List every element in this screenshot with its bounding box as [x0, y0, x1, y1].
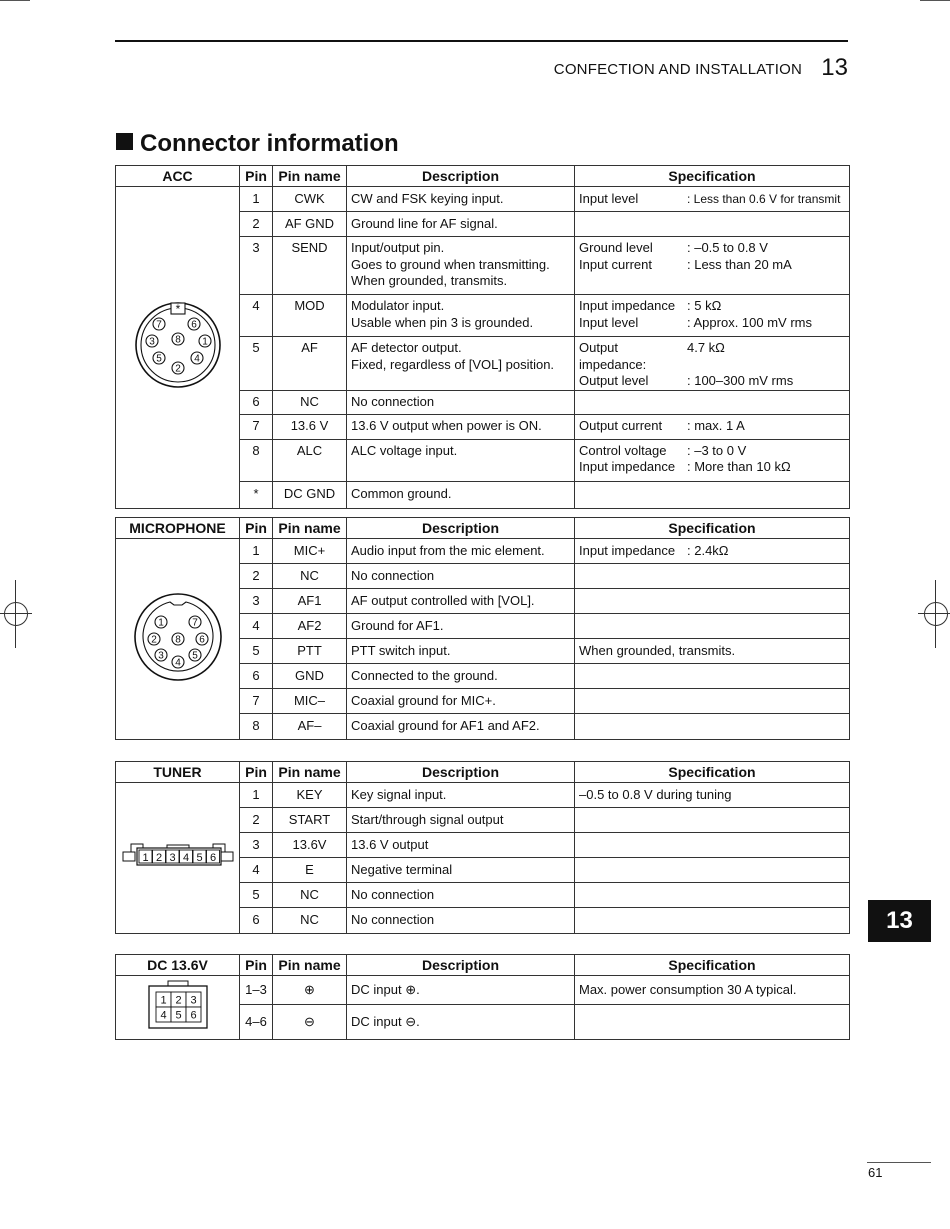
pin-name-header: Pin name — [273, 955, 347, 976]
pin-number: 5 — [240, 639, 273, 664]
pin-8-icon — [172, 333, 184, 346]
description-line: Modulator input. — [351, 298, 445, 313]
pin-3-icon — [146, 335, 158, 348]
pin-specification — [575, 589, 850, 614]
chapter-tab: 13 — [868, 900, 931, 942]
pin-specification — [575, 883, 850, 908]
svg-text:5: 5 — [195, 851, 203, 864]
pin-specification — [575, 439, 850, 481]
description-line: Coaxial ground for AF1 and AF2. — [351, 718, 540, 734]
spec-value: : Less than 0.6 V for transmit — [687, 191, 841, 206]
pin-specification — [575, 337, 850, 391]
pin-description — [347, 337, 575, 391]
spec-key: Output current — [579, 418, 663, 434]
description-line: Key signal input. — [351, 786, 447, 802]
pin-specification — [575, 908, 850, 934]
acc-connector-diagram — [116, 187, 240, 509]
spec-value: : Less than 20 mA — [687, 256, 792, 272]
pin-header: Pin — [240, 166, 273, 187]
spec-value: : max. 1 A — [687, 418, 745, 434]
pin-number: * — [240, 481, 273, 508]
spec-key: Input current — [579, 256, 652, 272]
pin-name-header: Pin name — [273, 166, 347, 187]
spec-value: : Approx. 100 mV rms — [687, 314, 812, 330]
chapter-number: 13 — [821, 54, 848, 81]
pin-description — [347, 212, 575, 237]
connector-title: ACC — [116, 166, 240, 187]
description-line: Fixed, regardless of [VOL] position. — [351, 356, 555, 372]
description-line: Coaxial ground for MIC+. — [351, 692, 496, 708]
pin-specification — [575, 808, 850, 833]
spec-line — [579, 459, 845, 476]
spec-line — [579, 340, 845, 373]
spec-text: –0.5 to 0.8 V during tuning — [579, 786, 732, 802]
pin-6-icon — [196, 633, 208, 646]
pin-description — [347, 783, 575, 808]
crop-mark — [920, 0, 950, 1]
description-line: AF detector output. — [351, 340, 462, 355]
pin-6-icon — [206, 850, 219, 864]
pin-4-icon — [172, 656, 184, 669]
pin-specification — [575, 614, 850, 639]
spec-value: : 2.4kΩ — [687, 542, 729, 558]
svg-text:1: 1 — [157, 617, 164, 629]
table-row — [116, 539, 850, 564]
section-title-text: Connector information — [140, 130, 399, 157]
description-line: ALC voltage input. — [351, 442, 458, 458]
pin-name: NC — [273, 908, 347, 934]
page-number: 61 — [868, 1165, 883, 1180]
description-line: No connection — [351, 886, 435, 902]
pin-number: 2 — [240, 564, 273, 589]
pin-specification — [575, 783, 850, 808]
svg-text:2: 2 — [150, 634, 157, 646]
description-line: Negative terminal — [351, 861, 453, 877]
description-line: Ground line for AF signal. — [351, 215, 498, 231]
pin-name: AF2 — [273, 614, 347, 639]
svg-text:2: 2 — [174, 994, 182, 1007]
pin-number: 1–3 — [240, 976, 273, 1005]
pin-description — [347, 908, 575, 934]
pin-specification — [575, 564, 850, 589]
microphone-table — [115, 517, 850, 740]
pin-number: 3 — [240, 237, 273, 295]
pin-number: 5 — [240, 883, 273, 908]
table-row — [116, 187, 850, 212]
pin-name: AF– — [273, 714, 347, 740]
spec-value: : –0.5 to 0.8 V — [687, 240, 768, 255]
pin-name: CWK — [273, 187, 347, 212]
pin-header: Pin — [240, 518, 273, 539]
pin-2-icon — [148, 633, 160, 646]
pin-description — [347, 390, 575, 414]
pin-number: 4 — [240, 614, 273, 639]
pin-name: MOD — [273, 295, 347, 337]
pin-name: AF1 — [273, 589, 347, 614]
pin-number: 6 — [240, 664, 273, 689]
pin-name-header: Pin name — [273, 762, 347, 783]
registration-mark — [4, 602, 28, 626]
pin-4-icon — [191, 352, 203, 365]
pin-description — [347, 564, 575, 589]
pin-specification — [575, 390, 850, 414]
spec-key: Input level — [579, 190, 639, 206]
pin-number: 2 — [240, 212, 273, 237]
pin-6-icon — [186, 1007, 201, 1022]
pin-description — [347, 481, 575, 508]
pin-number: 7 — [240, 414, 273, 439]
pin-specification — [575, 414, 850, 439]
svg-text:3: 3 — [157, 650, 164, 662]
svg-text:5: 5 — [155, 353, 162, 365]
description-header: Description — [347, 166, 575, 187]
microphone-connector-diagram — [116, 539, 240, 740]
pin-description — [347, 295, 575, 337]
pin-number: 8 — [240, 439, 273, 481]
pin-number: 6 — [240, 908, 273, 934]
table-row — [116, 976, 850, 1005]
pin-1-icon — [139, 850, 152, 864]
acc-din-icon — [133, 300, 223, 390]
spec-line — [579, 443, 845, 460]
svg-text:3: 3 — [168, 851, 176, 864]
pin-name: DC GND — [273, 481, 347, 508]
spec-line — [579, 191, 845, 208]
pin-description — [347, 187, 575, 212]
spec-text: Max. power consumption 30 A typical. — [579, 981, 797, 997]
pin-number: 4 — [240, 858, 273, 883]
spec-line — [579, 315, 845, 332]
specification-header: Specification — [575, 955, 850, 976]
spec-key: Control voltage — [579, 442, 667, 458]
description-line: No connection — [351, 393, 435, 409]
pin-name: GND — [273, 664, 347, 689]
tuner-table — [115, 761, 850, 934]
pin-2-icon — [171, 992, 186, 1007]
pin-name: 13.6V — [273, 833, 347, 858]
pin-header: Pin — [240, 762, 273, 783]
spec-value: 4.7 kΩ — [687, 340, 725, 355]
specification-header: Specification — [575, 518, 850, 539]
svg-text:8: 8 — [174, 334, 181, 346]
svg-text:1: 1 — [201, 336, 208, 348]
pin-description — [347, 539, 575, 564]
table-row — [116, 783, 850, 808]
pin-name-header: Pin name — [273, 518, 347, 539]
pin-7-icon — [189, 616, 201, 629]
spec-value: : 100–300 mV rms — [687, 373, 794, 388]
pin-specification — [575, 664, 850, 689]
description-line: DC input ⊕. — [351, 981, 420, 997]
pin-description — [347, 639, 575, 664]
pin-name: START — [273, 808, 347, 833]
description-line: AF output controlled with [VOL]. — [351, 592, 535, 608]
pin-3-icon — [155, 649, 167, 662]
pin-number: 1 — [240, 187, 273, 212]
pin-name: PTT — [273, 639, 347, 664]
pin-description — [347, 858, 575, 883]
pin-number: 2 — [240, 808, 273, 833]
pin-description — [347, 883, 575, 908]
crop-mark — [0, 0, 30, 1]
svg-text:4: 4 — [193, 353, 200, 365]
dc-table — [115, 954, 850, 1040]
header-title: CONFECTION AND INSTALLATION — [553, 61, 802, 78]
pin-5-icon — [189, 649, 201, 662]
pin-description — [347, 237, 575, 295]
pin-description — [347, 1005, 575, 1040]
svg-text:1: 1 — [141, 851, 149, 864]
svg-text:1: 1 — [159, 994, 167, 1007]
pin-specification — [575, 187, 850, 212]
pin-specification — [575, 539, 850, 564]
description-header: Description — [347, 762, 575, 783]
description-line: PTT switch input. — [351, 642, 451, 658]
acc-table — [115, 165, 850, 509]
registration-mark — [924, 602, 948, 626]
pin-4-icon — [156, 1007, 171, 1022]
connector-title: DC 13.6V — [116, 955, 240, 976]
pin-name: NC — [273, 564, 347, 589]
spec-value: : 5 kΩ — [687, 298, 722, 313]
pin-specification — [575, 1005, 850, 1040]
pin-1-icon — [156, 992, 171, 1007]
tuner-connector-diagram — [116, 783, 240, 934]
spec-key: Input impedance — [579, 542, 676, 558]
spec-line — [579, 240, 845, 257]
pin-specification — [575, 481, 850, 508]
svg-text:5: 5 — [191, 650, 198, 662]
svg-text:6: 6 — [189, 1009, 197, 1022]
header-row — [116, 518, 850, 539]
pin-2-icon — [152, 850, 165, 864]
pin-4-icon — [179, 850, 192, 864]
svg-text:7: 7 — [155, 319, 162, 331]
description-line: When grounded, transmits. — [351, 273, 508, 288]
spec-key: Output impedance: — [579, 340, 647, 372]
spec-line — [579, 543, 845, 560]
description-line: Input/output pin. — [351, 240, 445, 255]
pin-name: NC — [273, 390, 347, 414]
pin-name: MIC– — [273, 689, 347, 714]
svg-text:6: 6 — [190, 319, 197, 331]
dc-connector-icon — [146, 979, 210, 1031]
pin-3-icon — [186, 992, 201, 1007]
description-line: Ground for AF1. — [351, 617, 444, 633]
description-line: 13.6 V output when power is ON. — [351, 418, 542, 434]
pin-description — [347, 833, 575, 858]
description-line: Goes to ground when transmitting. — [351, 256, 550, 272]
description-line: Audio input from the mic element. — [351, 542, 545, 558]
description-line: No connection — [351, 912, 435, 928]
svg-text:7: 7 — [191, 617, 198, 629]
pin-5-icon — [171, 1007, 186, 1022]
spec-key: Input impedance — [579, 459, 676, 474]
pin-5-icon — [193, 850, 206, 864]
svg-text:4: 4 — [159, 1009, 167, 1022]
pin-header: Pin — [240, 955, 273, 976]
description-header: Description — [347, 518, 575, 539]
pin-specification — [575, 237, 850, 295]
pin-name: AF — [273, 337, 347, 391]
microphone-connector-icon — [132, 591, 224, 683]
pin-number: 4–6 — [240, 1005, 273, 1040]
pin-number: 5 — [240, 337, 273, 391]
pin-5-icon — [153, 352, 165, 365]
pin-number: 1 — [240, 783, 273, 808]
description-line: Usable when pin 3 is grounded. — [351, 314, 534, 330]
pin-number: 1 — [240, 539, 273, 564]
description-line: Start/through signal output — [351, 811, 504, 827]
key-marker: * — [175, 302, 180, 316]
description-line: Common ground. — [351, 486, 452, 502]
dc-connector-diagram — [116, 976, 240, 1040]
header-row — [116, 955, 850, 976]
pin-description — [347, 689, 575, 714]
pin-description — [347, 808, 575, 833]
pin-number: 6 — [240, 390, 273, 414]
pin-name: SEND — [273, 237, 347, 295]
svg-text:6: 6 — [209, 851, 216, 864]
pin-specification — [575, 212, 850, 237]
pin-number: 8 — [240, 714, 273, 740]
connector-title: MICROPHONE — [116, 518, 240, 539]
pin-name: AF GND — [273, 212, 347, 237]
pin-description — [347, 664, 575, 689]
spec-line — [579, 257, 845, 274]
pin-description — [347, 589, 575, 614]
connector-title: TUNER — [116, 762, 240, 783]
pin-description — [347, 614, 575, 639]
pin-name: ⊕ — [273, 976, 347, 1005]
spec-value: : More than 10 kΩ — [687, 459, 791, 474]
section-title — [116, 130, 399, 158]
svg-text:4: 4 — [182, 851, 189, 864]
spec-value: : –3 to 0 V — [687, 442, 747, 458]
tuner-connector-icon — [121, 840, 235, 872]
spec-key: Input level — [579, 314, 639, 330]
footer-rule — [867, 1162, 931, 1163]
pin-description — [347, 976, 575, 1005]
pin-name: MIC+ — [273, 539, 347, 564]
spec-text: When grounded, transmits. — [579, 642, 736, 658]
pin-name: KEY — [273, 783, 347, 808]
spec-line — [579, 298, 845, 315]
pin-1-icon — [199, 335, 211, 348]
pin-1-icon — [155, 616, 167, 629]
svg-text:3: 3 — [189, 994, 197, 1007]
pin-description — [347, 414, 575, 439]
svg-text:8: 8 — [174, 634, 181, 646]
description-line: DC input ⊖. — [351, 1013, 420, 1029]
pin-name: E — [273, 858, 347, 883]
spec-key: Output level — [579, 373, 649, 388]
pin-2-icon — [172, 362, 184, 375]
svg-text:2: 2 — [155, 851, 162, 864]
description-line: 13.6 V output — [351, 836, 429, 852]
header-row — [116, 762, 850, 783]
pin-7-icon — [153, 318, 165, 331]
description-line: No connection — [351, 567, 435, 583]
svg-text:6: 6 — [198, 634, 205, 646]
pin-specification — [575, 858, 850, 883]
pin-specification — [575, 976, 850, 1005]
pin-number: 3 — [240, 833, 273, 858]
pin-8-icon — [172, 633, 184, 646]
pin-specification — [575, 714, 850, 740]
pin-number: 7 — [240, 689, 273, 714]
pin-3-icon — [166, 850, 179, 864]
spec-line — [579, 418, 845, 435]
pin-name: ⊖ — [273, 1005, 347, 1040]
svg-text:2: 2 — [174, 363, 181, 375]
svg-text:3: 3 — [148, 336, 155, 348]
specification-header: Specification — [575, 762, 850, 783]
spec-key: Input impedance — [579, 298, 676, 313]
description-line: Connected to the ground. — [351, 667, 498, 683]
pin-specification — [575, 295, 850, 337]
svg-text:5: 5 — [174, 1009, 182, 1022]
pin-name: ALC — [273, 439, 347, 481]
header-row — [116, 166, 850, 187]
svg-text:4: 4 — [174, 657, 181, 669]
header-rule — [115, 40, 848, 42]
description-line: CW and FSK keying input. — [351, 190, 504, 206]
square-bullet-icon — [116, 133, 133, 150]
pin-description — [347, 439, 575, 481]
pin-number: 3 — [240, 589, 273, 614]
pin-name: NC — [273, 883, 347, 908]
specification-header: Specification — [575, 166, 850, 187]
pin-specification — [575, 639, 850, 664]
spec-line — [579, 373, 845, 390]
pin-6-icon — [188, 318, 200, 331]
pin-specification — [575, 833, 850, 858]
pin-specification — [575, 689, 850, 714]
spec-key: Ground level — [579, 240, 653, 255]
pin-number: 4 — [240, 295, 273, 337]
pin-name: 13.6 V — [273, 414, 347, 439]
description-header: Description — [347, 955, 575, 976]
pin-description — [347, 714, 575, 740]
